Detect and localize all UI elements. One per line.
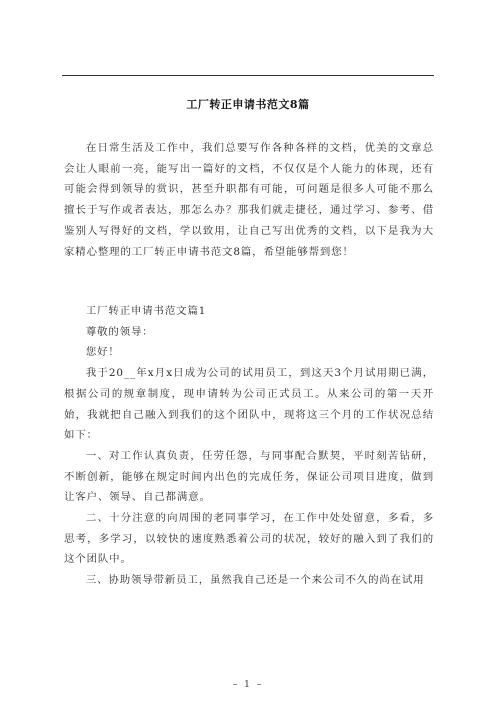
body-paragraph: 我于20__年x月x日成为公司的试用员工，到这天3个月试用期已满，根据公司的规章制度，现申请转为公司正式员工。从来公司的第一天开始，我就把自己融入到我们的这个团队中，现将这三个月的工作状况总结如下： [64, 367, 434, 442]
intro-paragraph: 在日常生活及工作中，我们总要写作各种各样的文档，优美的文章总会让人眼前一亮，能写出一篇好的文档，不仅仅是个人能力的体现，还有可能会得到领导的赏识，甚至升职都有可能，可问题是很多人可能不那么擅长于写作或者表达，那怎么办？那我们就走捷径，通过学习、参考、借鉴别人写得好的文档，学以致用，让自己写出优秀的文档，以下是我为大家精心整理的工厂转正申请书范文8篇，希望能够帮到您！ [64, 142, 434, 258]
greeting: 您好！ [85, 346, 120, 359]
header-rule [62, 75, 434, 76]
body-paragraph: 二、十分注意的向周围的老同事学习，在工作中处处留意，多看，多思考，多学习，以较快的速度熟悉着公司的状况，较好的融入到了我们的这个团队中。 [64, 512, 434, 566]
letter-section [64, 301, 434, 591]
body-paragraph: 一、对工作认真负责，任劳任怨，与同事配合默契，平时刻苦钻研，不断创新，能够在规定时间内出色的完成任务，保证公司项目进度，做到让客户、领导、自己都满意。 [64, 449, 434, 504]
salutation: 尊敬的领导： [85, 325, 154, 338]
section-heading: 工厂转正申请书范文篇1 [85, 305, 207, 317]
body-paragraph: 三、协助领导带新员工，虽然我自己还是一个来公司不久的尚在试用 [85, 574, 425, 587]
document-title: 工厂转正申请书范文8篇 [186, 98, 310, 111]
page-number: – 1 – [232, 680, 264, 690]
intro-section [64, 138, 434, 262]
